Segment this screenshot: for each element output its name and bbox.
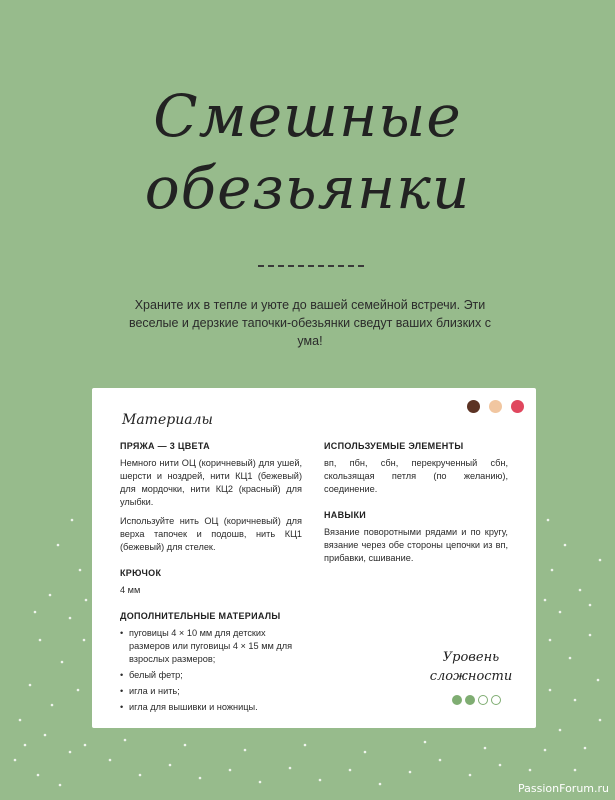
page-title <box>0 80 615 224</box>
extra-section <box>120 610 302 714</box>
elements-section <box>324 440 508 496</box>
difficulty-dot-filled <box>465 695 475 705</box>
elements-text: вп, пбн, сбн, перекрученный сбн, скользящая петля (по желанию), соединение. <box>324 458 508 494</box>
extra-list <box>120 627 302 714</box>
difficulty-dot-filled <box>452 695 462 705</box>
yarn-section <box>120 440 302 554</box>
list-item: • игла и нить; <box>120 685 302 698</box>
extra-heading: ДОПОЛНИТЕЛЬНЫЕ МАТЕРИАЛЫ <box>120 611 281 621</box>
swatch-brown <box>467 400 480 413</box>
difficulty-line-1: Уровень <box>442 650 500 665</box>
swatch-beige <box>489 400 502 413</box>
list-item: • пуговицы 4 × 10 мм для детских размеров или пуговицы 4 × 15 мм для взрослых размеров; <box>120 627 302 666</box>
title-line-2: обезьянки <box>144 154 471 222</box>
list-item: • белый фетр; <box>120 669 302 682</box>
skills-section <box>324 509 508 565</box>
color-swatches <box>467 400 524 413</box>
hook-value: 4 мм <box>120 585 141 595</box>
watermark: PassionForum.ru <box>518 782 609 795</box>
materials-right-column <box>324 440 508 578</box>
swatch-red <box>511 400 524 413</box>
hook-section <box>120 567 302 597</box>
skills-text: Вязание поворотными рядами и по кругу, вязание через обе стороны цепочки из вп, прибавки, сшивание. <box>324 527 508 563</box>
yarn-text-1: Немного нити ОЦ (коричневый) для ушей, шерсти и ноздрей, нити КЦ1 (бежевый) для мордочки, нити КЦ2 (красный) для улыбки. <box>120 458 302 507</box>
yarn-text-2: Используйте нить ОЦ (коричневый) для верха тапочек и подошв, нить КЦ1 (бежевый) для стелек. <box>120 516 302 552</box>
skills-heading: НАВЫКИ <box>324 510 367 520</box>
title-line-1: Смешные <box>153 82 462 150</box>
title-divider <box>258 265 364 270</box>
list-item: • игла для вышивки и ножницы. <box>120 701 302 714</box>
materials-card <box>92 388 536 728</box>
elements-heading: ИСПОЛЬЗУЕМЫЕ ЭЛЕМЕНТЫ <box>324 441 464 451</box>
yarn-heading: ПРЯЖА — 3 ЦВЕТА <box>120 441 210 451</box>
difficulty-line-2: сложности <box>429 669 513 684</box>
difficulty-dot-empty <box>491 695 501 705</box>
intro-text: Храните их в тепле и уюте до вашей семейной встречи. Эти веселые и дерзкие тапочки-обезьянки сведут ваших близких с ума! <box>128 298 492 348</box>
difficulty-dot-empty <box>478 695 488 705</box>
difficulty-rating <box>452 695 501 705</box>
difficulty-label <box>426 648 516 686</box>
materials-left-column <box>120 440 302 727</box>
card-title: Материалы <box>122 412 213 428</box>
hook-heading: КРЮЧОК <box>120 568 162 578</box>
